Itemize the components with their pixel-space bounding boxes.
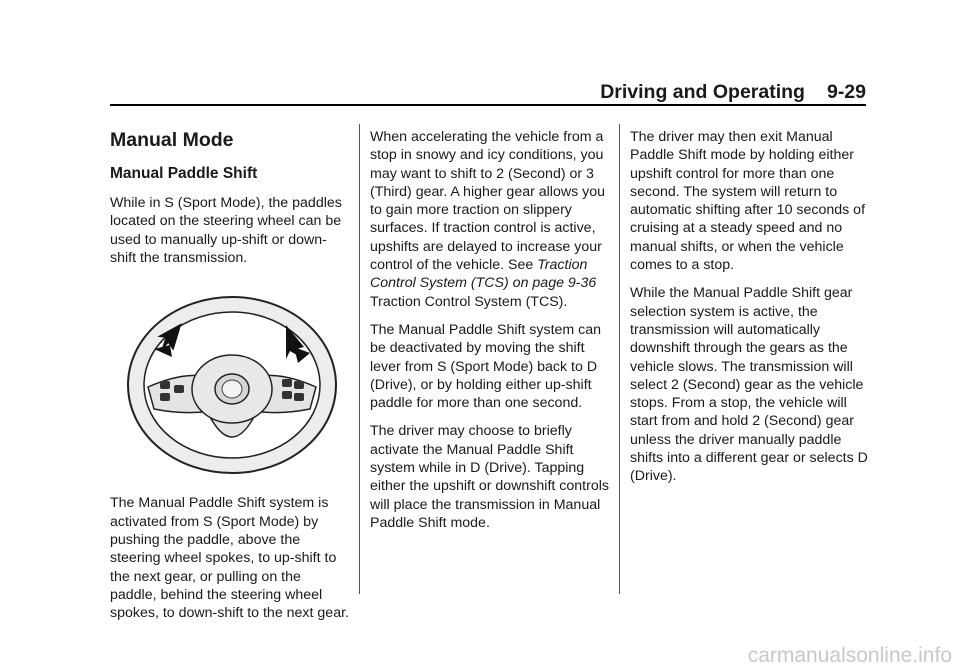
subsection-title: Manual Paddle Shift (110, 165, 258, 182)
header-section-title: Driving and Operating (600, 81, 805, 103)
section-title: Manual Mode (110, 129, 234, 151)
steering-wheel-illustration (114, 285, 350, 475)
page-header (560, 80, 866, 104)
header-rule (110, 104, 866, 106)
paragraph: The Manual Paddle Shift system can be deactivated by moving the shift lever from S (Sport Mode) back to D (Drive), or by holding either up-shift paddle for more than one second. (370, 321, 602, 412)
watermark: carmanualsonline.info (747, 644, 952, 667)
paragraph-text: Traction Control System (TCS). (370, 293, 568, 310)
paragraph: While in S (Sport Mode), the paddles located on the steering wheel can be used to manually up-shift or down-shift the transmission. (110, 195, 342, 266)
cross-reference-link[interactable]: Traction Control System (TCS) on page 9-36 (370, 257, 597, 292)
page-number: 9-29 (826, 81, 866, 103)
column-2 (370, 128, 610, 542)
column-divider (359, 124, 360, 594)
column-3 (630, 128, 870, 496)
paragraph (370, 128, 610, 311)
paragraph: While the Manual Paddle Shift gear selection system is active, the transmission will automatically downshift through the gears as the vehicle slows. The transmission will select 2 (Second) gear as the vehicle stops. From a stop, the vehicle will start from and hold 2 (Second) gear unless the driver manually paddle shifts into a different gear or selects D (Drive). (630, 285, 868, 485)
paragraph: The Manual Paddle Shift system is activated from S (Sport Mode) by pushing the paddle, above the steering wheel spokes, to up-shift to the next gear, or pulling on the paddle, behind the steering wheel spokes, to down-shift to the next gear. (110, 495, 349, 622)
paragraph: The driver may choose to briefly activate the Manual Paddle Shift system while in D (Drive). Tapping either the upshift or downshift controls will place the transmission in Manual Paddle Shift mode. (370, 423, 609, 531)
paragraph: The driver may then exit Manual Paddle Shift mode by holding either upshift control for more than one second. The system will return to automatic shifting after 10 seconds of cruising at a steady speed and no manual shifts, or when the vehicle comes to a stop. (630, 129, 866, 274)
column-1 (110, 124, 350, 633)
paragraph-text: When accelerating the vehicle from a stop in snowy and icy conditions, you may want to shift to 2 (Second) or 3 (Third) gear. A higher gear allows you to gain more traction on slippery surfaces. If traction control is active, upshifts are delayed to increase your control of the vehicle. See (370, 129, 606, 274)
column-divider (619, 124, 620, 594)
